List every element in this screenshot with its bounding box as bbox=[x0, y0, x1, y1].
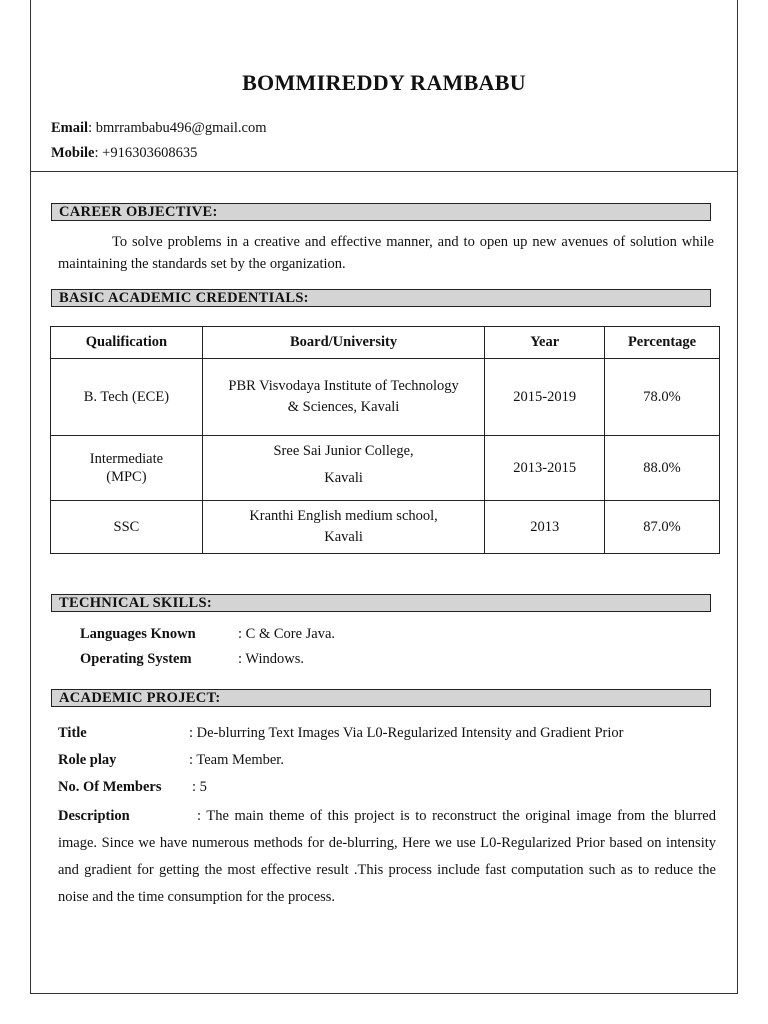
percentage-cell: 87.0% bbox=[605, 501, 720, 554]
board-line: Kavali bbox=[324, 470, 363, 486]
mobile-line bbox=[51, 145, 197, 162]
qualification-line: Intermediate bbox=[89, 451, 164, 467]
mobile-label: Mobile bbox=[51, 145, 95, 161]
role-play-value: : Team Member. bbox=[189, 752, 284, 768]
email-line bbox=[51, 120, 267, 137]
board-cell bbox=[202, 501, 485, 554]
members-value: : 5 bbox=[192, 779, 207, 795]
board-line: PBR Visvodaya Institute of Technology bbox=[228, 378, 459, 394]
column-header-board: Board/University bbox=[202, 327, 485, 359]
academic-credentials-table bbox=[50, 326, 720, 554]
board-line: Sree Sai Junior College, bbox=[273, 443, 414, 459]
column-header-qualification: Qualification bbox=[51, 327, 203, 359]
qualification-cell bbox=[51, 436, 203, 501]
description-value: : The main theme of this project is to reconstruct the original image from the blurred image. Since we have numerous methods for de-blurring, Here we use L0-Regularized Prior based on intensity and gradient for getting the most effective result .This process include fast computation such as to reduce the noise and the time consumption for the process. bbox=[58, 808, 716, 905]
skill-row bbox=[80, 651, 304, 668]
qualification-line: (MPC) bbox=[106, 469, 147, 485]
header-divider bbox=[31, 171, 737, 172]
skill-label: Languages Known bbox=[80, 626, 196, 642]
year-cell: 2013-2015 bbox=[485, 436, 605, 501]
description-label: Description bbox=[58, 808, 130, 824]
skill-row bbox=[80, 626, 335, 643]
column-header-percentage: Percentage bbox=[605, 327, 720, 359]
candidate-name: BOMMIREDDY RAMBABU bbox=[242, 70, 526, 95]
percentage-cell: 88.0% bbox=[605, 436, 720, 501]
career-objective-heading: CAREER OBJECTIVE: bbox=[51, 203, 711, 221]
email-value: : bmrrambabu496@gmail.com bbox=[88, 120, 267, 136]
academic-credentials-heading: BASIC ACADEMIC CREDENTIALS: bbox=[51, 289, 711, 307]
email-label: Email bbox=[51, 120, 89, 136]
table-header-row bbox=[51, 327, 720, 359]
year-cell: 2013 bbox=[485, 501, 605, 554]
table-row bbox=[51, 359, 720, 436]
qualification-cell: SSC bbox=[51, 501, 203, 554]
board-line: Kranthi English medium school, bbox=[249, 508, 438, 524]
project-title-label: Title bbox=[58, 725, 87, 741]
project-title-row bbox=[58, 725, 623, 742]
board-line: & Sciences, Kavali bbox=[287, 399, 400, 415]
project-description bbox=[58, 803, 716, 911]
academic-project-heading: ACADEMIC PROJECT: bbox=[51, 689, 711, 707]
skill-label: Operating System bbox=[80, 651, 192, 667]
career-objective-text: To solve problems in a creative and effective manner, and to open up new avenues of solution while maintaining the standards set by the organization. bbox=[58, 234, 714, 272]
mobile-value: : +916303608635 bbox=[94, 145, 198, 161]
board-cell bbox=[202, 359, 485, 436]
board-cell bbox=[202, 436, 485, 501]
board-line: Kavali bbox=[324, 529, 363, 545]
role-play-label: Role play bbox=[58, 752, 117, 768]
table-row bbox=[51, 436, 720, 501]
members-row bbox=[58, 779, 207, 796]
members-label: No. Of Members bbox=[58, 779, 162, 795]
project-title-value: : De-blurring Text Images Via L0-Regularized Intensity and Gradient Prior bbox=[189, 725, 624, 741]
technical-skills-heading: TECHNICAL SKILLS: bbox=[51, 594, 711, 612]
skill-value: : Windows. bbox=[238, 651, 305, 667]
year-cell: 2015-2019 bbox=[485, 359, 605, 436]
skill-value: : C & Core Java. bbox=[238, 626, 336, 642]
table-row bbox=[51, 501, 720, 554]
percentage-cell: 78.0% bbox=[605, 359, 720, 436]
column-header-year: Year bbox=[485, 327, 605, 359]
role-play-row bbox=[58, 752, 284, 769]
qualification-cell: B. Tech (ECE) bbox=[51, 359, 203, 436]
